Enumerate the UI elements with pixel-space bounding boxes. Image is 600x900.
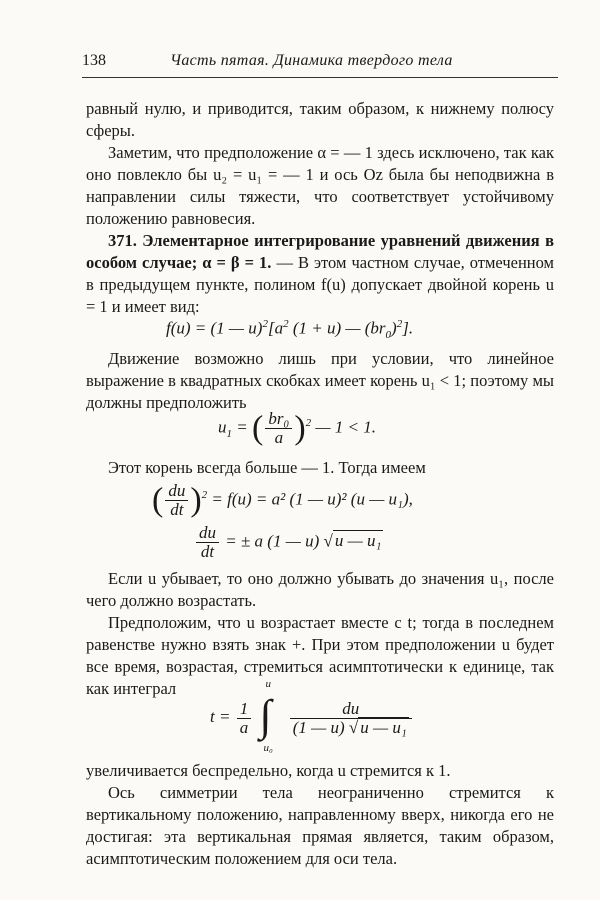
- formula-f-of-u: f(u) = (1 — $u)^2[a^2$ (1 + u) — $(br_0)^2$].: [166, 318, 414, 342]
- paragraph-5: Этот корень всегда больше — 1. Тогда имеем: [108, 458, 426, 477]
- formula-integral: t = $\frac{1}{a}$ u ∫ u₀ $\frac{du}{\text{(1 — u) √ u — u₁}}$: [210, 688, 414, 752]
- paragraph-8: увеличивается беспредельно, когда u стремится к 1.: [86, 761, 451, 780]
- section-heading: 371. Элементарное интегрирование уравнений движения в особом случае; α = β = 1.: [86, 231, 554, 272]
- section-371: [86, 230, 554, 318]
- page-number: 138: [82, 52, 106, 69]
- paragraph-1: равный нулю, и приводится, таким образом, к нижнему полюсу сферы.: [86, 99, 554, 140]
- paragraph-4: Движение возможно лишь при условии, что линейное выражение в квадратных скобках имеет корень u₁ < 1; поэтому мы должны предположить: [86, 349, 554, 412]
- paragraph-7: Предположим, что u возрастает вместе с t; тогда в последнем равенстве нужно взять знак +. При этом предположении u будет все время, возрастая, стремиться асимптотически к единице, так как интеграл: [86, 613, 554, 698]
- running-title: Часть пятая. Динамика твердого тела: [170, 52, 453, 69]
- formula-u1: $u_1$ = ( $\frac{\text{br₀}}{a}$ )$^2$ — 1 < 1.: [218, 409, 377, 447]
- section-body: — В этом частном случае, отмеченном в предыдущем пункте, полином f(u) допускает двойной корень u = 1 и имеет вид:: [86, 253, 554, 316]
- paragraph-9: Ось симметрии тела неограниченно стремится к вертикальному положению, направленному вверх, никогда его не достигая: эта вертикальная прямая является, таким образом, асимптотическим положением для оси тела.: [86, 783, 554, 868]
- formula-du-dt-squared: ( $\frac{du}{dt}$ )$^2$ = f(u) = a² (1 — u)² (u — u₁),: [152, 481, 413, 519]
- paragraph-6: Если u убывает, то оно должно убывать до значения u₁, после чего должно возрастать.: [86, 569, 554, 610]
- paragraph-2: Заметим, что предположение α = — 1 здесь исключено, так как оно повлекло бы u₂ = u₁ = — 1 и ось Oz была бы неподвижна в направлении силы тяжести, что соответствует устойчивому положению равновесия.: [86, 143, 554, 228]
- header-rule: [82, 77, 558, 78]
- formula-du-dt: $\frac{du}{dt}$ = ± a (1 — u) √ u — u₁: [194, 524, 383, 561]
